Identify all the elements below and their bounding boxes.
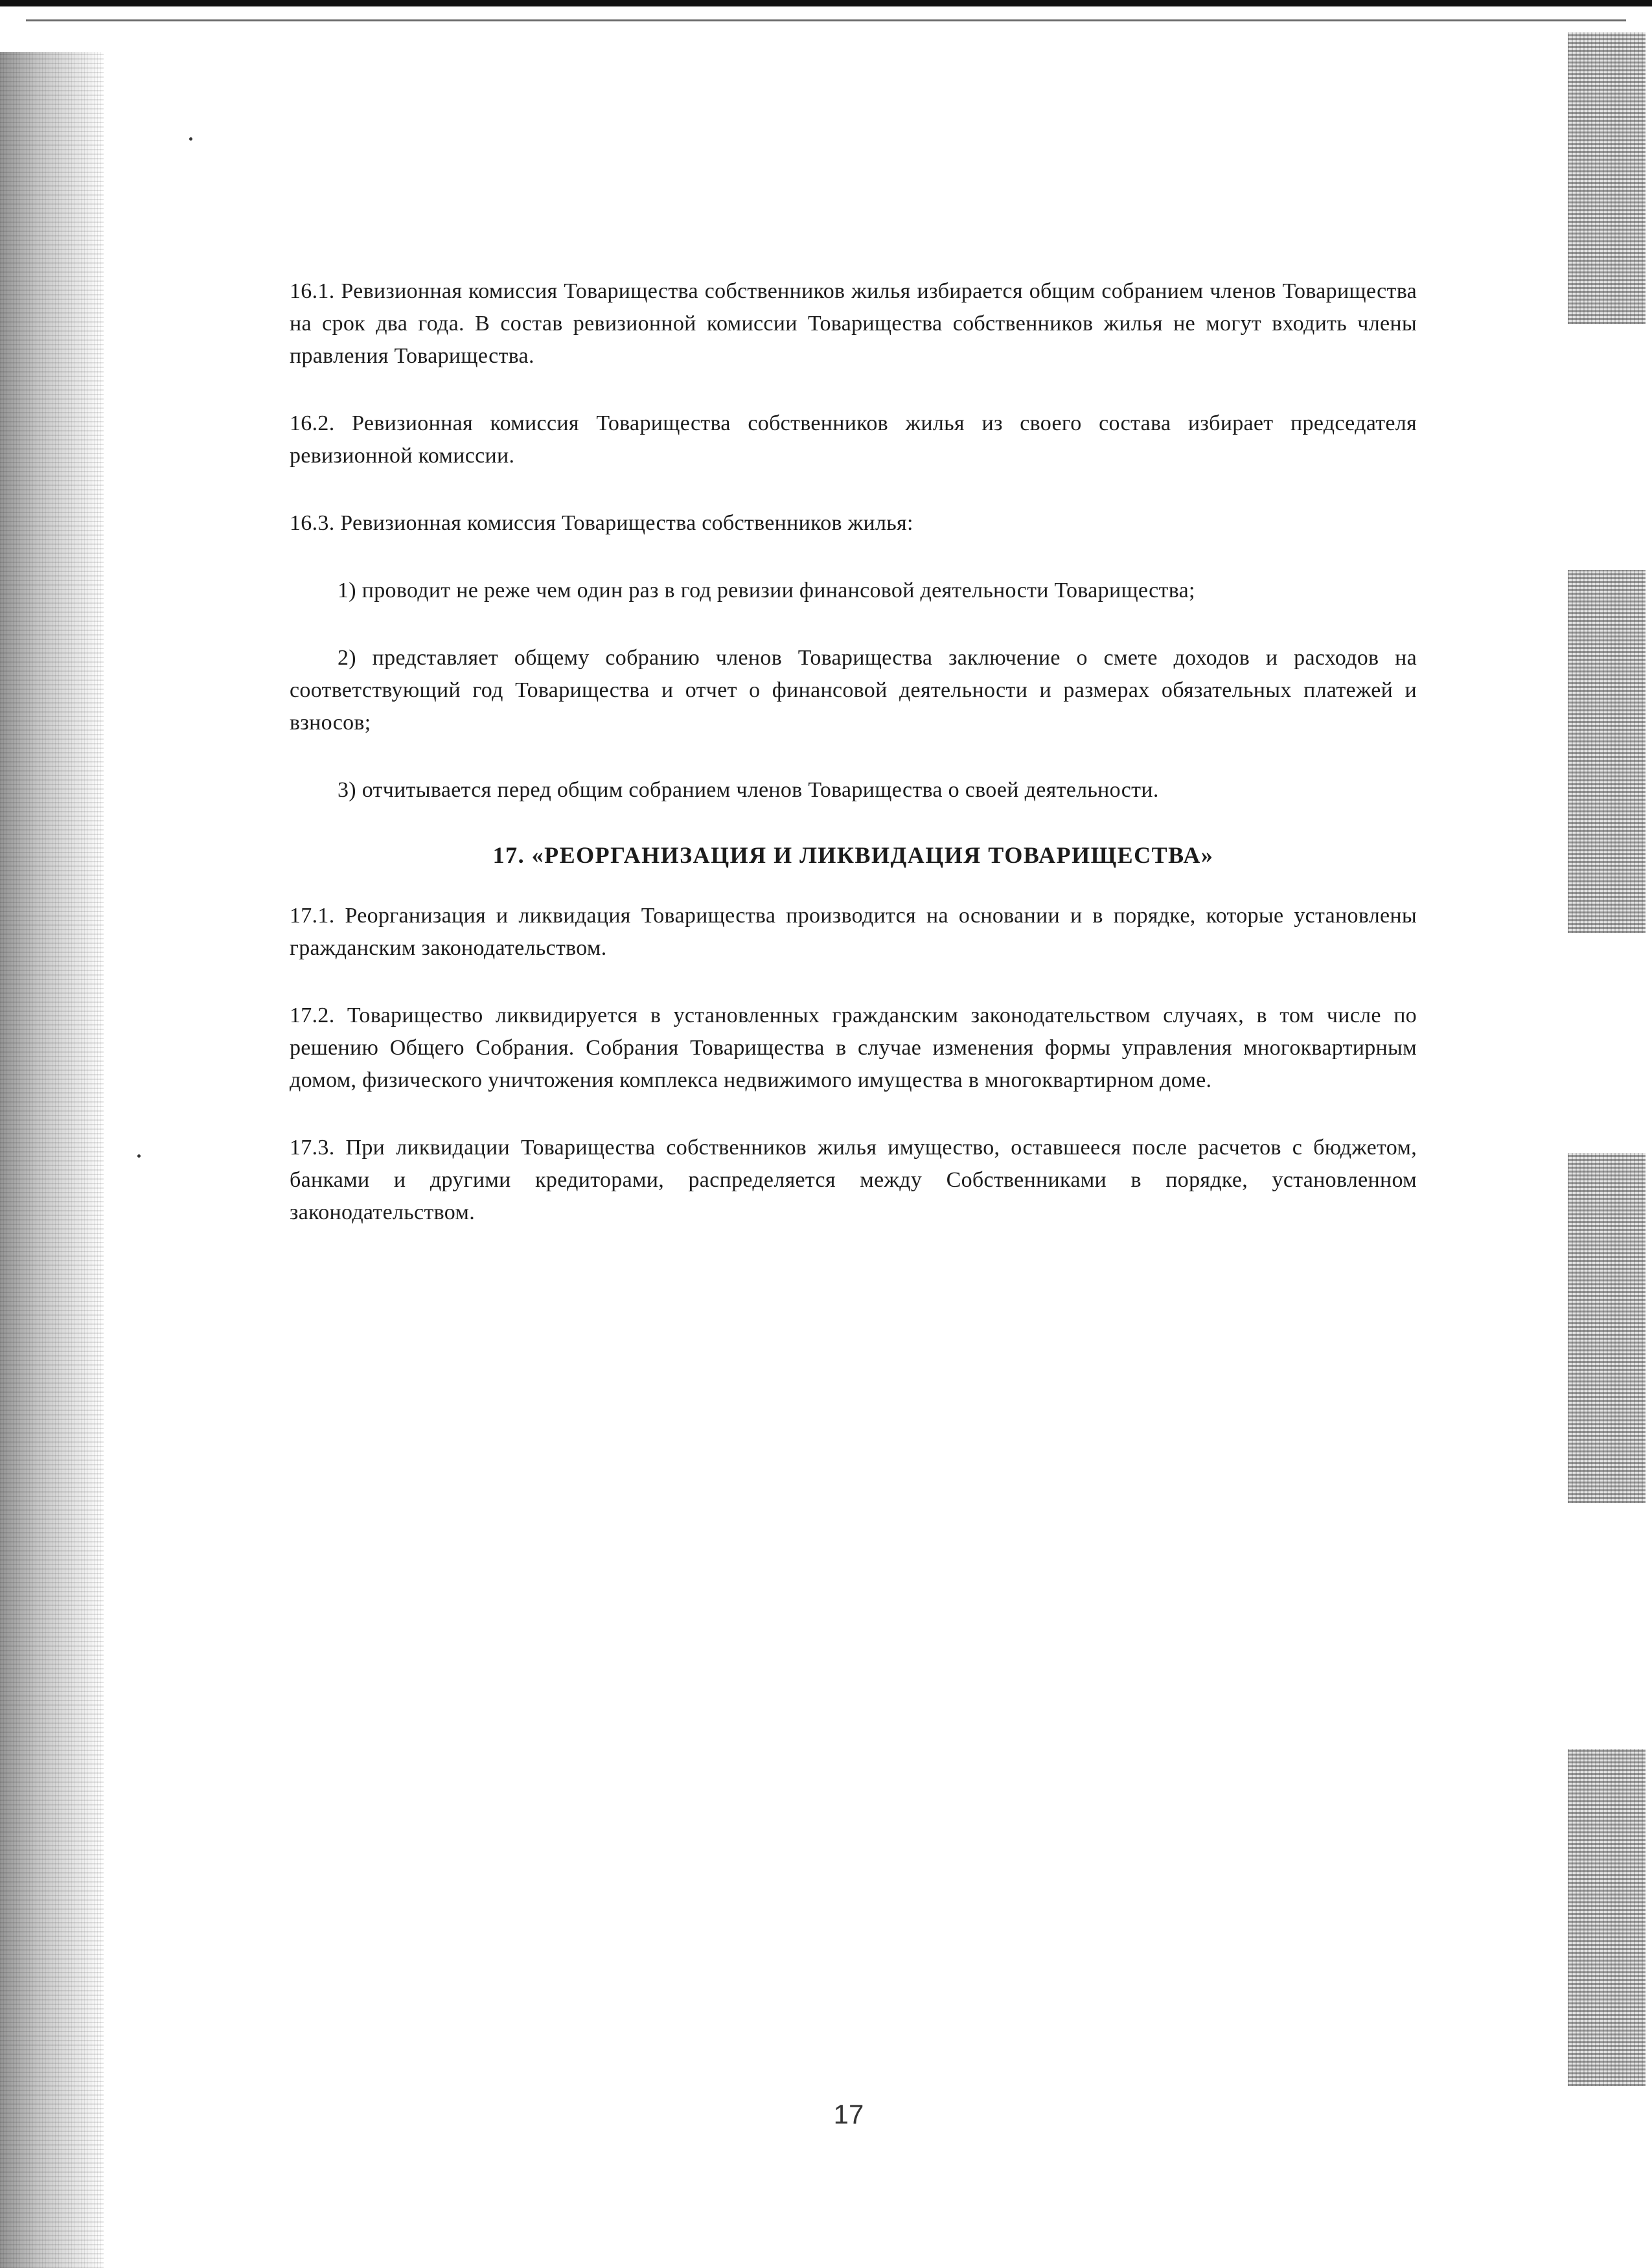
clause-16-3-item-1: 1) проводит не реже чем один раз в год ревизии финансовой деятельности Товарищества; [338, 578, 1195, 602]
scan-speck [189, 137, 192, 141]
scan-right-edge-noise [1568, 1153, 1646, 1503]
document-body [290, 275, 1417, 1264]
scan-top-border [0, 0, 1652, 6]
clause-16-3: 16.3. Ревизионная комиссия Товарищества собственников жилья: [290, 511, 913, 535]
clause-16-1: 16.1. Ревизионная комиссия Товарищества собственников жилья избирается общим собранием членов Товарищества на срок два года. В состав ревизионной комиссии Товарищества собственников жилья не могут входить члены правления Товарищества. [290, 279, 1417, 368]
section-17 [290, 842, 1417, 1229]
clause-16-3-item-2: 2) представляет общему собранию членов Товарищества заключение о смете доходов и расходов на соответствующий год Товарищества и отчет о финансовой деятельности и размерах обязательных платежей и взносов; [290, 646, 1417, 735]
scan-left-edge-noise [0, 52, 104, 2268]
section-16 [290, 275, 1417, 807]
scan-top-rule [26, 19, 1626, 21]
scan-right-edge-noise [1568, 32, 1646, 324]
clause-17-3: 17.3. При ликвидации Товарищества собственников жилья имущество, оставшееся после расчетов с бюджетом, банками и другими кредиторами, распределяется между Собственниками в порядке, установленном законодательством. [290, 1136, 1417, 1224]
section-17-heading: 17. «РЕОРГАНИЗАЦИЯ И ЛИКВИДАЦИЯ ТОВАРИЩЕСТВА» [492, 842, 1214, 868]
clause-16-2: 16.2. Ревизионная комиссия Товарищества собственников жилья из своего состава избирает председателя ревизионной комиссии. [290, 411, 1417, 468]
clause-16-3-item-3: 3) отчитывается перед общим собранием членов Товарищества о своей деятельности. [338, 778, 1159, 802]
scan-right-edge-noise [1568, 1749, 1646, 2086]
scan-right-edge-noise [1568, 570, 1646, 933]
scan-speck [137, 1154, 141, 1158]
clause-17-2: 17.2. Товарищество ликвидируется в установленных гражданским законодательством случаях, в том числе по решению Общего Собрания. Собрания Товарищества в случае изменения формы управления многоквартирным домом, физического уничтожения комплекса недвижимого имущества в многоквартирном доме. [290, 1003, 1417, 1092]
clause-17-1: 17.1. Реорганизация и ликвидация Товарищества производится на основании и в порядке, которые установлены гражданским законодательством. [290, 904, 1417, 960]
page-number: 17 [833, 2099, 864, 2129]
